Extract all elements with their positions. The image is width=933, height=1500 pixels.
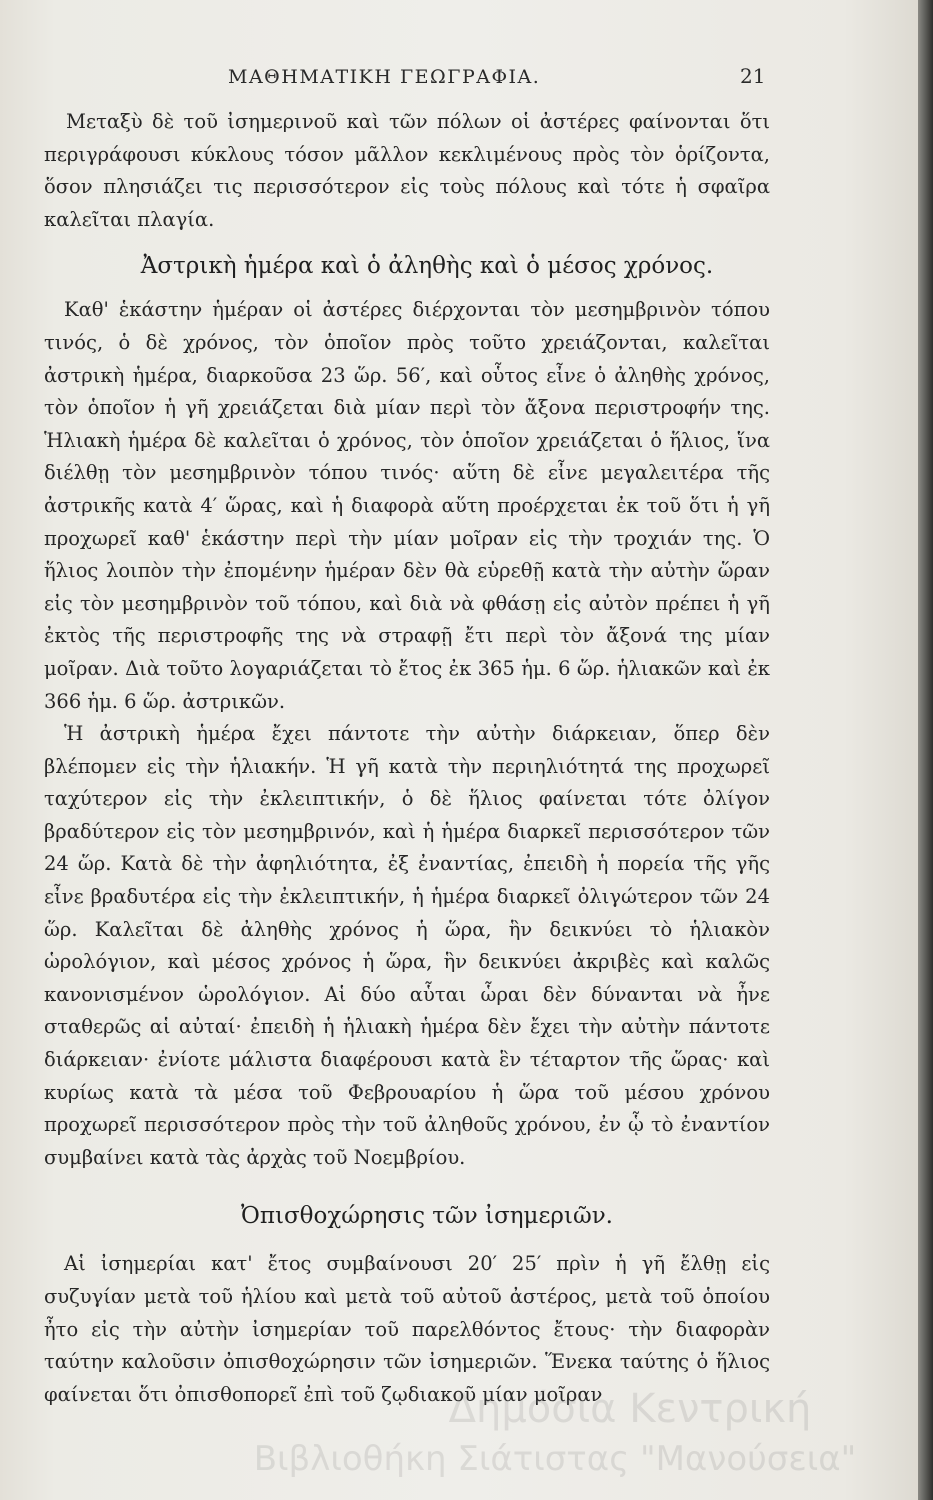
page-header: [0, 66, 918, 96]
section-heading-sidereal-day: Ἀστρικὴ ἡμέρα καὶ ὁ ἀληθὴς καὶ ὁ μέσος χρόνος.: [140, 253, 714, 280]
paragraph-intro: Μεταξὺ δὲ τοῦ ἰσημερινοῦ καὶ τῶν πόλων οἱ ἀστέρες φαίνονται ὅτι περιγράφουσι κύκλους τόσον μᾶλλον κεκλιμένους πρὸς τὸν ὁρίζοντα, ὅσον πλησιάζει τις περισσότερον εἰς τοὺς πόλους καὶ τότε ἡ σφαῖρα καλεῖται πλαγία.: [44, 110, 770, 231]
library-watermark: [205, 1384, 905, 1484]
page-edge-shadow: [918, 0, 933, 1500]
watermark-line-2: Βιβλιοθήκη Σιάτιστας "Μανούσεια": [253, 1439, 857, 1479]
page-number: 21: [740, 64, 766, 88]
text-block: [44, 106, 770, 1411]
paragraph-true-mean-time: Ἡ ἀστρικὴ ἡμέρα ἔχει πάντοτε τὴν αὐτὴν διάρκειαν, ὅπερ δὲν βλέπομεν εἰς τὴν ἡλιακήν. Ἡ γῆ κατὰ τὴν περιηλιότητά της προχωρεῖ ταχύτερον εἰς τὴν ἐκλειπτικήν, ὁ δὲ ἥλιος φαίνεται τότε ὀλίγον βραδύτερον εἰς τὸν μεσημβρινόν, καὶ ἡ ἡμέρα διαρκεῖ περισσότερον τῶν 24 ὥρ. Κατὰ δὲ τὴν ἀφηλιότητα, ἐξ ἐναντίας, ἐπειδὴ ἡ πορεία τῆς γῆς εἶνε βραδυτέρα εἰς τὴν ἐκλειπτικήν, ἡ ἡμέρα διαρκεῖ ὀλιγώτερον τῶν 24 ὥρ. Καλεῖται δὲ ἀληθὴς χρόνος ἡ ὥρα, ἣν δεικνύει τὸ ἡλιακὸν ὡρολόγιον, καὶ μέσος χρόνος ἡ ὥρα, ἣν δεικνύει ἀκριβὲς καὶ καλῶς κανονισμένον ὡρολόγιον. Αἱ δύο αὗται ὧραι δὲν δύνανται νὰ ἦνε σταθερῶς αἱ αὐταί· ἐπειδὴ ἡ ἡλιακὴ ἡμέρα δὲν ἔχει τὴν αὐτὴν πάντοτε διάρκειαν· ἐνίοτε μάλιστα διαφέρουσι κατὰ ἓν τέταρτον τῆς ὥρας· καὶ κυρίως κατὰ τὰ μέσα τοῦ Φεβρουαρίου ἡ ὥρα τοῦ μέσου χρόνου προχωρεῖ περισσότερον πρὸς τὴν τοῦ ἀληθοῦς χρόνου, ἐν ᾧ τὸ ἐναντίον συμβαίνει κατὰ τὰς ἀρχὰς τοῦ Νοεμβρίου.: [44, 722, 770, 1169]
watermark-line-1: Δημόσια Κεντρική: [448, 1386, 812, 1432]
paragraph-sidereal-day: Καθ' ἑκάστην ἡμέραν οἱ ἀστέρες διέρχονται τὸν μεσημβρινὸν τόπου τινός, ὁ δὲ χρόνος, τὸν ὁποῖον πρὸς τοῦτο χρειάζονται, καλεῖται ἀστρικὴ ἡμέρα, διαρκοῦσα 23 ὥρ. 56′, καὶ οὗτος εἶνε ὁ ἀληθὴς χρόνος, τὸν ὁποῖον ἡ γῆ χρειάζεται διὰ μίαν περὶ τὸν ἄξονα περιστροφήν της. Ἡλιακὴ ἡμέρα δὲ καλεῖται ὁ χρόνος, τὸν ὁποῖον χρειάζεται ὁ ἥλιος, ἵνα διέλθῃ τὸν μεσημβρινὸν τόπου τινός· αὕτη δὲ εἶνε μεγαλειτέρα τῆς ἀστρικῆς κατὰ 4′ ὥρας, καὶ ἡ διαφορὰ αὕτη προέρχεται ἐκ τοῦ ὅτι ἡ γῆ προχωρεῖ καθ' ἑκάστην περὶ τὴν μίαν μοῖραν εἰς τὴν τροχιάν της. Ὁ ἥλιος λοιπὸν τὴν ἐπομένην ἡμέραν δὲν θὰ εὑρεθῇ κατὰ τὴν αὐτὴν ὥραν εἰς τὸν μεσημβρινὸν τοῦ τόπου, καὶ διὰ νὰ φθάσῃ εἰς αὐτὸν πρέπει ἡ γῆ ἐκτὸς τῆς περιστροφῆς της νὰ στραφῇ ἔτι περὶ τὸν ἄξονά της μίαν μοῖραν. Διὰ τοῦτο λογαριάζεται τὸ ἔτος ἐκ 365 ἡμ. 6 ὥρ. ἡλιακῶν καὶ ἐκ 366 ἡμ. 6 ὥρ. ἀστρικῶν.: [44, 298, 770, 713]
running-title: ΜΑΘΗΜΑΤΙΚΗ ΓΕΩΓΡΑΦΙΑ.: [228, 66, 541, 88]
section-heading-precession: Ὀπισθοχώρησις τῶν ἰσημεριῶν.: [240, 1203, 613, 1230]
paragraph-precession: Αἱ ἰσημερίαι κατ' ἔτος συμβαίνουσι 20′ 25′ πρὶν ἡ γῆ ἔλθῃ εἰς συζυγίαν μετὰ τοῦ ἡλίου καὶ μετὰ τοῦ αὐτοῦ ἀστέρος, μετὰ τοῦ ὁποίου ἦτο εἰς τὴν αὐτὴν ἰσημερίαν τοῦ παρελθόντος ἔτους· τὴν διαφορὰν ταύτην καλοῦσιν ὀπισθοχώρησιν τῶν ἰσημεριῶν. Ἕνεκα ταύτης ὁ ἥλιος φαίνεται ὅτι ὀπισθοπορεῖ ἐπὶ τοῦ ζῳδιακοῦ μίαν μοῖραν: [44, 1252, 770, 1406]
